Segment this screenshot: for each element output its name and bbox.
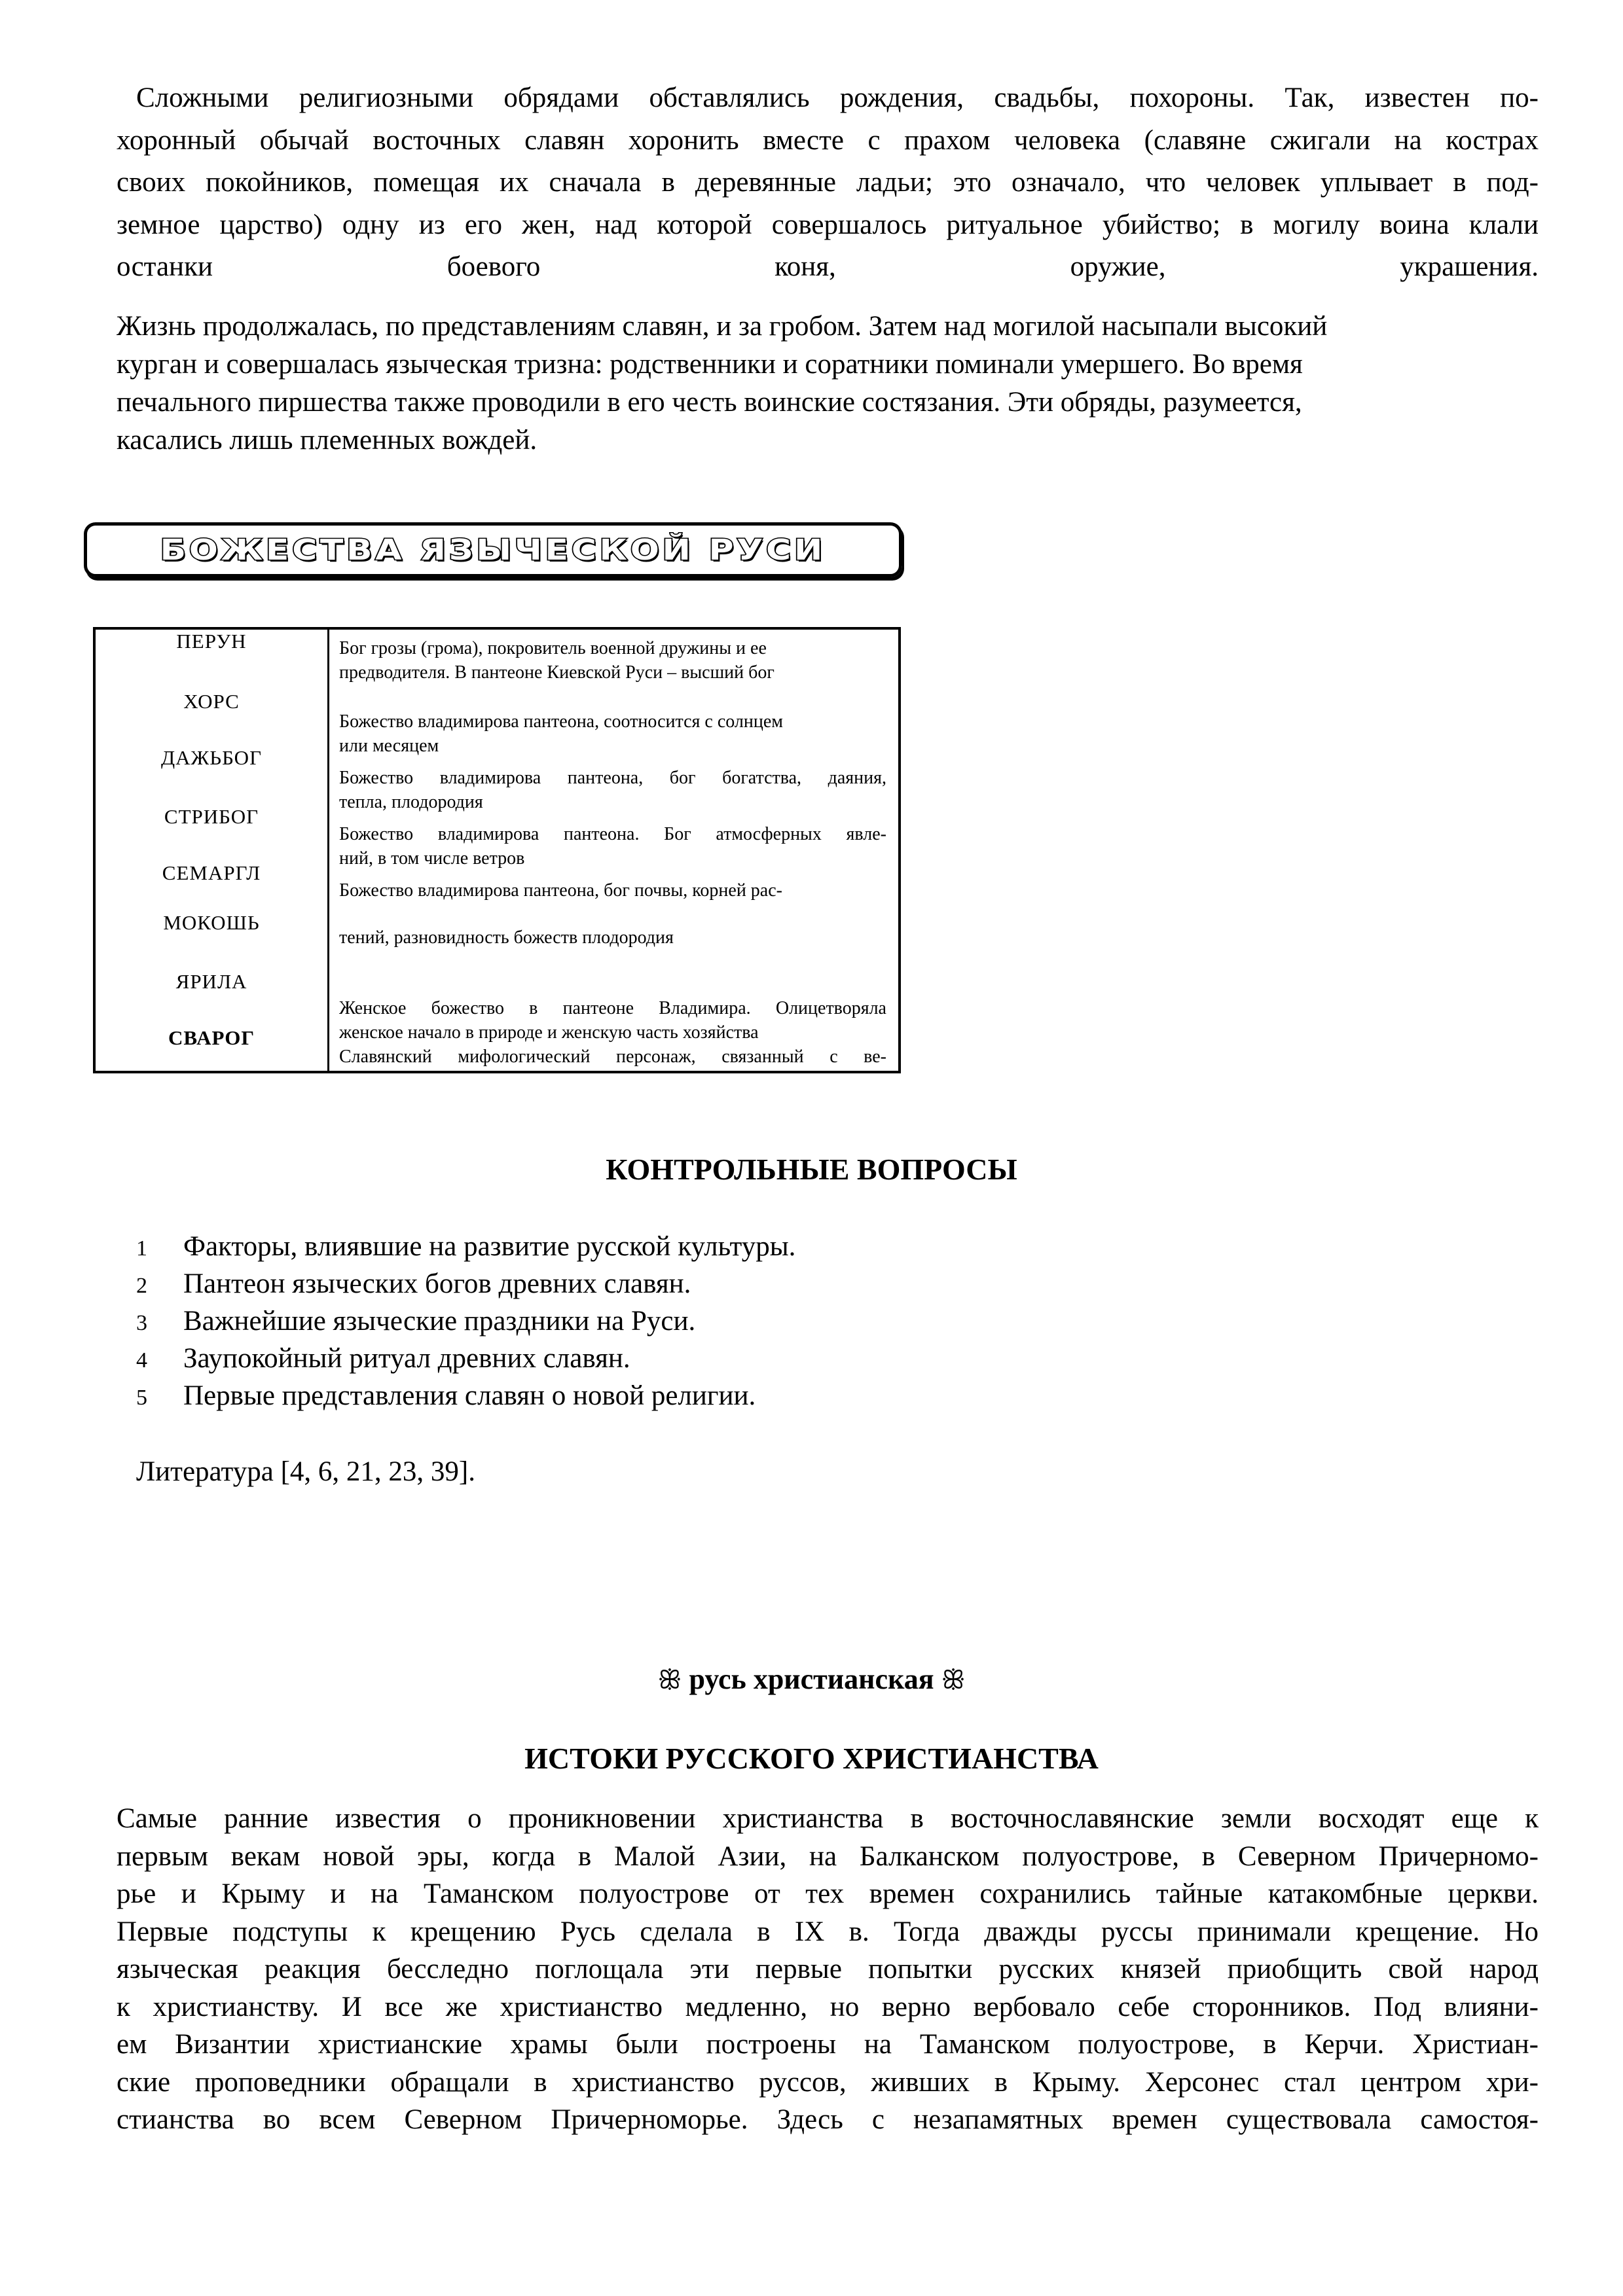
question-number: 1 [136, 1236, 147, 1261]
desc-line: Божество владимирова пантеона, бог почвы, корней рас- [339, 880, 782, 901]
question-number: 5 [136, 1386, 147, 1410]
text-line: Первые подступы к крещению Русь сделала в IX в. Тогда дважды руссы принимали крещение. Но [117, 1916, 1539, 1947]
text-line: Сложными религиозными обрядами обставлялись рождения, свадьбы, похороны. Так, известен по- [136, 82, 1539, 113]
list-item [136, 1380, 756, 1412]
text-line: Самые ранние известия о проникновении христианства в восточнославянские земли восходят еще к [117, 1803, 1539, 1834]
god-name-perun: ПЕРУН [176, 630, 247, 653]
questions-list [136, 1230, 1053, 1427]
list-item [136, 1230, 795, 1263]
questions-title: КОНТРОЛЬНЫЕ ВОПРОСЫ [606, 1153, 1017, 1186]
text-line: рье и Крыму и на Таманском полуострове от тех времен сохранились тайные катакомбные церкви. [117, 1878, 1539, 1909]
desc-line: ний, в том числе ветров [339, 848, 525, 869]
god-name-svarog: СВАРОГ [168, 1026, 255, 1049]
desc-line: тений, разновидность божеств плодородия [339, 927, 674, 948]
section-label [0, 1662, 1623, 1696]
text-line: курган и совершалась языческая тризна: родственники и соратники поминали умершего. Во время [117, 349, 1303, 380]
god-description [339, 996, 886, 1045]
text-line: ем Византии христианские храмы были построены на Таманском полуострове, в Керчи. Христиан- [117, 2029, 1539, 2060]
paragraph-afterlife [117, 308, 1504, 459]
ornament-left-icon: ꕥ [657, 1665, 682, 1695]
literature-reference: Литература [4, 6, 21, 23, 39]. [136, 1456, 475, 1487]
god-description [339, 1045, 886, 1069]
desc-line: Славянский мифологический персонаж, связанный с ве- [339, 1047, 886, 1067]
god-name-yarila: ЯРИЛА [175, 970, 247, 993]
text-line: к христианству. И все же христианство медленно, но верно вербовало себе сторонников. Под влияни- [117, 1991, 1539, 2022]
god-description [339, 822, 886, 870]
text-line: своих покойников, помещая их сначала в деревянные ладьи; это означало, что человек уплывает в под- [117, 167, 1539, 198]
desc-line: Женское божество в пантеоне Владимира. Олицетворяла [339, 998, 886, 1018]
word: оружие, [1070, 251, 1166, 282]
god-description [339, 878, 886, 903]
god-name-semargl: СЕМАРГЛ [162, 861, 261, 884]
god-description [339, 766, 886, 814]
desc-line: женское начало в природе и женскую часть хозяйства [339, 1022, 759, 1043]
text-line: стианства во всем Северном Причерноморье. Здесь с незапамятных времен существовала самостоя- [117, 2104, 1539, 2135]
list-item [136, 1342, 630, 1374]
question-number: 2 [136, 1274, 147, 1298]
paragraph-christianity-origins [117, 1800, 1539, 2139]
table-column-divider [327, 630, 329, 1071]
text-line: печального пиршества также проводили в его честь воинские состязания. Эти обряды, разумеется, [117, 387, 1302, 418]
god-name-mokosh: МОКОШЬ [163, 911, 260, 934]
question-number: 3 [136, 1311, 147, 1335]
text-line: касались лишь племенных вождей. [117, 425, 538, 456]
desc-line: Божество владимирова пантеона. Бог атмосферных явле- [339, 824, 886, 844]
question-number: 4 [136, 1348, 147, 1372]
text-line: земное царство) одну из его жен, над которой совершалось ритуальное убийство; в могилу воина клали [117, 209, 1539, 240]
god-description [339, 709, 886, 758]
god-name-stribog: СТРИБОГ [164, 805, 259, 828]
desc-line: тепла, плодородия [339, 792, 483, 812]
ornament-right-icon: ꕥ [941, 1665, 966, 1695]
section-label-text: русь христианская [689, 1663, 934, 1695]
banner-title: БОЖЕСТВА ЯЗЫЧЕСКОЙ РУСИ [160, 533, 826, 567]
text-line: Жизнь продолжалась, по представлениям славян, и за гробом. Затем над могилой насыпали высокий [117, 311, 1328, 342]
god-description [339, 925, 886, 950]
question-text: Факторы, влиявшие на развитие русской культуры. [183, 1231, 796, 1262]
desc-line: или месяцем [339, 736, 439, 756]
section-heading: ИСТОКИ РУССКОГО ХРИСТИАНСТВА [524, 1742, 1099, 1775]
text-line-spread [117, 246, 1539, 289]
text-line: первым векам новой эры, когда в Малой Азии, на Балканском полуострове, в Северном Причерномо- [117, 1840, 1539, 1872]
god-name-dazhbog: ДАЖЬБОГ [160, 746, 262, 769]
section-banner [84, 522, 902, 577]
word: коня, [775, 251, 836, 282]
desc-line: предводителя. В пантеоне Киевской Руси – высший бог [339, 662, 775, 683]
list-item [136, 1268, 691, 1300]
question-text: Первые представления славян о новой религии. [183, 1380, 756, 1411]
paragraph-funeral-rites [117, 77, 1539, 289]
question-text: Важнейшие языческие праздники на Руси. [183, 1306, 696, 1336]
desc-line: Божество владимирова пантеона, бог богатства, даяния, [339, 768, 886, 788]
gods-table [93, 627, 901, 1073]
word: боевого [447, 251, 541, 282]
text-line: ские проповедники обращали в христианство руссов, живших в Крыму. Херсонес стал центром хри- [117, 2066, 1539, 2098]
desc-line: Божество владимирова пантеона, соотносится с солнцем [339, 711, 783, 732]
list-item [136, 1305, 695, 1337]
desc-line: Бог грозы (грома), покровитель военной дружины и ее [339, 638, 767, 658]
question-text: Заупокойный ритуал древних славян. [183, 1343, 630, 1374]
text-line: хоронный обычай восточных славян хоронить вместе с прахом человека (славяне сжигали на кострах [117, 124, 1539, 156]
text-line: языческая реакция бесследно поглощала эти первые попытки русских князей приобщить свой народ [117, 1954, 1539, 1984]
word: останки [117, 251, 213, 282]
word: украшения. [1400, 251, 1539, 282]
god-description [339, 636, 886, 685]
god-name-khors: ХОРС [183, 690, 240, 713]
question-text: Пантеон языческих богов древних славян. [183, 1268, 691, 1299]
